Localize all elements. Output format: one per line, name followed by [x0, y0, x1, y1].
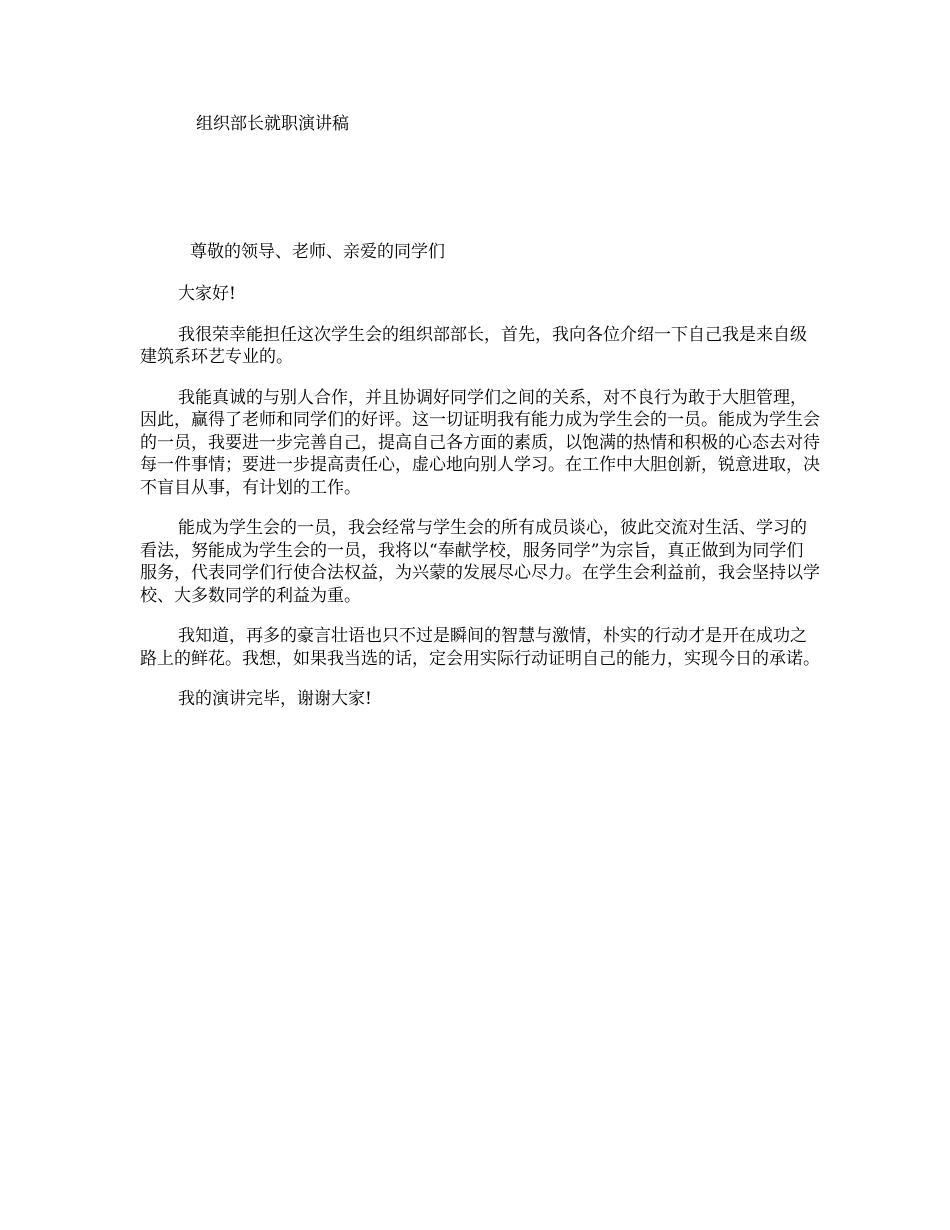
salutation: 尊敬的领导、老师、亲爱的同学们 — [190, 242, 445, 262]
paragraph-qualifications: 我能真诚的与别人合作，并且协调好同学们之间的关系，对不良行为敢于大胆管理，因此，赢得了老师和同学们的好评。这一切证明我有能力成为学生会的一员。能成为学生会的一员，我要进一步完善自己，提高自己各方面的素质，以饱满的热情和积极的心态去对待每一件事情；要进一步提高责任心，虚心地向别人学习。在工作中大胆创新，锐意进取，决不盲目从事，有计划的工作。 — [140, 387, 820, 498]
document-body — [140, 283, 820, 729]
paragraph-commitment: 能成为学生会的一员，我会经常与学生会的所有成员谈心，彼此交流对生活、学习的看法，努能成为学生会的一员，我将以“奉献学校，服务同学”为宗旨，真正做到为同学们服务，代表同学们行使合法权益，为兴蒙的发展尽心尽力。在学生会利益前，我会坚持以学校、大多数同学的利益为重。 — [140, 518, 820, 606]
paragraph-promise: 我知道，再多的豪言壮语也只不过是瞬间的智慧与激情，朴实的行动才是开在成功之路上的鲜花。我想，如果我当选的话，定会用实际行动证明自己的能力，实现今日的承诺。 — [140, 626, 820, 669]
paragraph-introduction: 我很荣幸能担任这次学生会的组织部部长，首先，我向各位介绍一下自己我是来自级建筑系环艺专业的。 — [140, 324, 807, 367]
paragraph-greeting: 大家好! — [178, 284, 236, 304]
document-title: 组织部长就职演讲稿 — [196, 114, 349, 134]
paragraph-closing: 我的演讲完毕，谢谢大家! — [178, 689, 372, 709]
